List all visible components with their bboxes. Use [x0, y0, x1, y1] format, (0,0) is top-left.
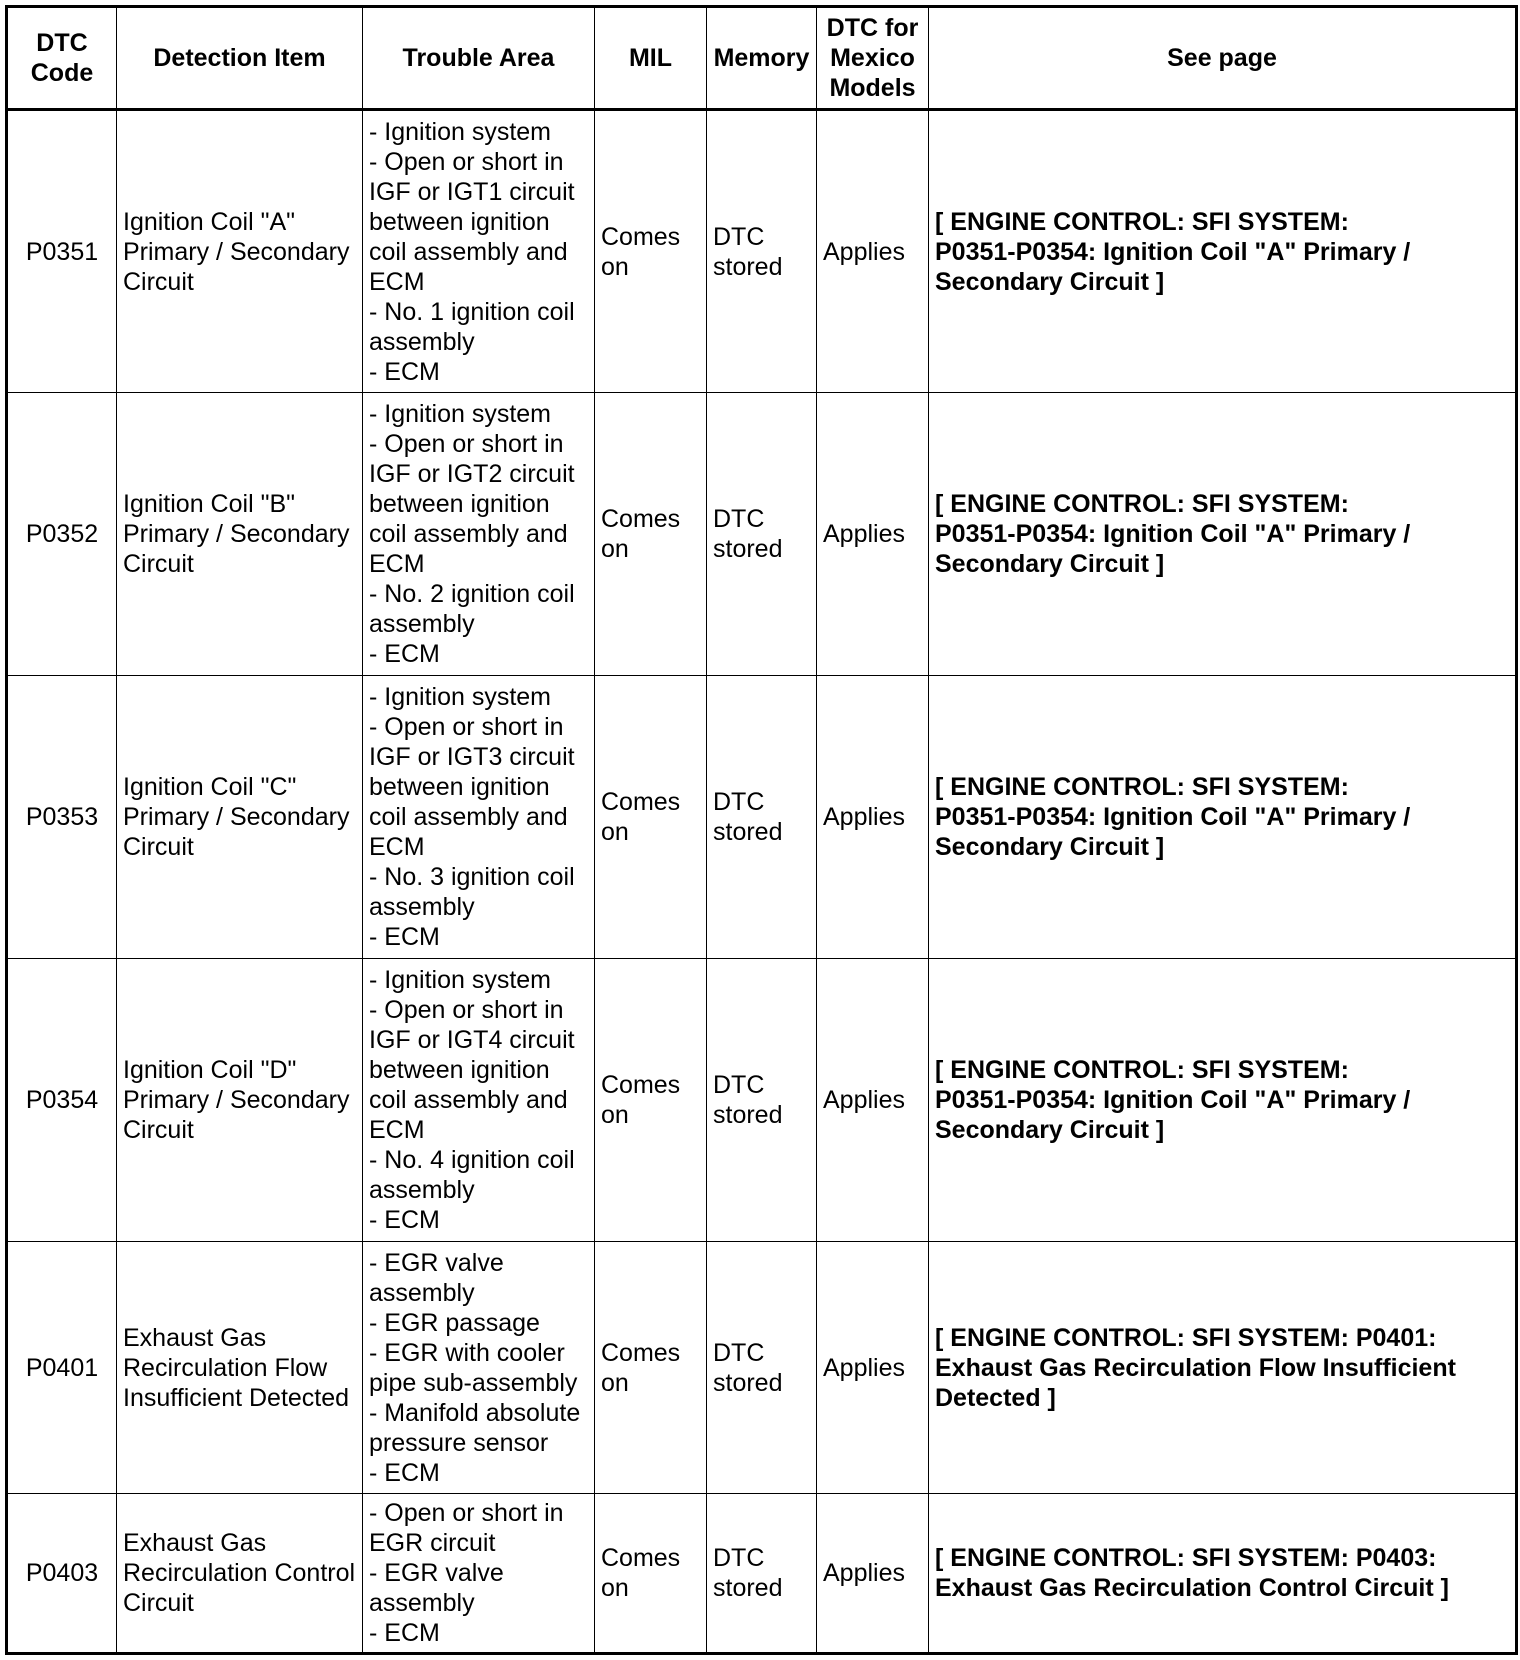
cell-line: - No. 2 ignition coil [369, 580, 575, 608]
cell-line: Exhaust Gas Recirculation Control Circuit ] [935, 1574, 1449, 1602]
cell-line: stored [713, 818, 783, 846]
header-row [7, 7, 1517, 110]
cell-trouble-area [363, 1242, 595, 1494]
cell-see-page[interactable] [929, 676, 1517, 959]
table-row [7, 393, 1517, 676]
cell-dtc-code: P0352 [7, 393, 117, 676]
cell-line: Comes [601, 505, 681, 533]
cell-line: on [601, 1368, 629, 1397]
header-mexico-models: DTC for Mexico Models [817, 7, 929, 110]
cell-line: - Ignition system [369, 683, 552, 711]
cell-detection-item [117, 110, 363, 393]
cell-line: ECM [369, 267, 425, 296]
cell-line: coil assembly and [369, 237, 568, 266]
cell-line: stored [713, 1101, 783, 1129]
cell-detection-item [117, 676, 363, 959]
table-body [7, 110, 1517, 1654]
cell-line: [ ENGINE CONTROL: SFI SYSTEM: P0403: [935, 1544, 1437, 1572]
cell-line: Ignition Coil "A" [123, 207, 295, 236]
cell-line: Secondary Circuit ] [935, 1116, 1165, 1144]
cell-mexico-models: Applies [817, 1494, 929, 1654]
cell-detection-item [117, 959, 363, 1242]
cell-line: assembly [369, 327, 475, 356]
cell-line: on [601, 1101, 629, 1129]
cell-line: DTC [713, 505, 765, 533]
cell-line: DTC [713, 222, 765, 251]
cell-line: Comes [601, 222, 681, 251]
cell-line: - Open or short in [369, 713, 564, 741]
cell-mexico-models: Applies [817, 393, 929, 676]
cell-line: Secondary Circuit ] [935, 833, 1165, 861]
cell-line: ECM [369, 550, 425, 578]
cell-trouble-area [363, 676, 595, 959]
table-row [7, 1494, 1517, 1654]
cell-line: Exhaust Gas [123, 1323, 267, 1352]
cell-line: Comes [601, 1544, 681, 1572]
cell-line: P0351-P0354: Ignition Coil "A" Primary / [935, 520, 1411, 548]
cell-line: Exhaust Gas [123, 1529, 267, 1557]
cell-line: [ ENGINE CONTROL: SFI SYSTEM: P0401: [935, 1323, 1437, 1352]
cell-line: - Open or short in [369, 147, 564, 176]
cell-line: Comes [601, 788, 681, 816]
cell-line: - ECM [369, 357, 440, 386]
cell-line: Detected ] [935, 1383, 1056, 1412]
cell-line: assembly [369, 1278, 475, 1307]
cell-trouble-area [363, 959, 595, 1242]
cell-line: - ECM [369, 1206, 440, 1234]
cell-line: Comes [601, 1071, 681, 1099]
cell-mil [595, 959, 707, 1242]
cell-line: - EGR passage [369, 1308, 540, 1337]
cell-line: - No. 1 ignition coil [369, 297, 575, 326]
cell-dtc-code: P0401 [7, 1242, 117, 1494]
cell-line: assembly [369, 893, 475, 921]
cell-line: [ ENGINE CONTROL: SFI SYSTEM: [935, 773, 1349, 801]
cell-line: - ECM [369, 1458, 440, 1487]
cell-memory [707, 1494, 817, 1654]
cell-line: on [601, 535, 629, 563]
cell-line: coil assembly and [369, 803, 568, 831]
cell-detection-item [117, 1242, 363, 1494]
cell-line: Primary / Secondary [123, 803, 350, 831]
cell-line: Primary / Secondary [123, 237, 350, 266]
table-row [7, 676, 1517, 959]
cell-dtc-code: P0403 [7, 1494, 117, 1654]
cell-line: between ignition [369, 773, 550, 801]
cell-line: - Ignition system [369, 400, 552, 428]
cell-line: Circuit [123, 1589, 194, 1617]
cell-see-page[interactable] [929, 959, 1517, 1242]
header-memory: Memory [707, 7, 817, 110]
cell-line: Circuit [123, 267, 194, 296]
cell-line: Secondary Circuit ] [935, 550, 1165, 578]
cell-mexico-models: Applies [817, 110, 929, 393]
cell-line: Circuit [123, 833, 194, 861]
cell-line: Primary / Secondary [123, 1086, 350, 1114]
cell-line: EGR circuit [369, 1529, 496, 1557]
cell-line: - EGR with cooler [369, 1338, 565, 1367]
cell-line: Circuit [123, 1116, 194, 1144]
cell-detection-item [117, 1494, 363, 1654]
cell-line: between ignition [369, 1056, 550, 1084]
cell-line: Ignition Coil "C" [123, 773, 297, 801]
cell-line: IGF or IGT3 circuit [369, 743, 575, 771]
cell-line: Primary / Secondary [123, 520, 350, 548]
cell-trouble-area [363, 1494, 595, 1654]
table-row [7, 959, 1517, 1242]
cell-line: DTC [713, 1338, 765, 1367]
cell-memory [707, 393, 817, 676]
cell-see-page[interactable] [929, 110, 1517, 393]
cell-line: Ignition Coil "B" [123, 490, 295, 518]
cell-line: DTC [713, 788, 765, 816]
cell-line: - Open or short in [369, 996, 564, 1024]
cell-line: - EGR valve [369, 1248, 504, 1277]
cell-line: - Ignition system [369, 117, 552, 146]
cell-line: P0351-P0354: Ignition Coil "A" Primary / [935, 237, 1411, 266]
cell-line: - Ignition system [369, 966, 552, 994]
cell-line: stored [713, 1368, 783, 1397]
header-see-page: See page [929, 7, 1517, 110]
cell-mexico-models: Applies [817, 959, 929, 1242]
cell-line: stored [713, 252, 783, 281]
cell-line: [ ENGINE CONTROL: SFI SYSTEM: [935, 1056, 1349, 1084]
cell-mexico-models: Applies [817, 1242, 929, 1494]
header-dtc-code: DTC Code [7, 7, 117, 110]
cell-line: DTC [713, 1071, 765, 1099]
cell-see-page[interactable] [929, 1242, 1517, 1494]
cell-memory [707, 110, 817, 393]
cell-trouble-area [363, 393, 595, 676]
cell-memory [707, 959, 817, 1242]
cell-detection-item [117, 393, 363, 676]
header-detection-item: Detection Item [117, 7, 363, 110]
cell-line: Insufficient Detected [123, 1383, 350, 1412]
cell-line: Recirculation Flow [123, 1353, 328, 1382]
cell-line: P0351-P0354: Ignition Coil "A" Primary / [935, 803, 1411, 831]
cell-line: on [601, 1574, 629, 1602]
cell-line: P0351-P0354: Ignition Coil "A" Primary / [935, 1086, 1411, 1114]
cell-line: - ECM [369, 640, 440, 668]
cell-line: DTC [713, 1544, 765, 1572]
cell-line: coil assembly and [369, 1086, 568, 1114]
cell-line: assembly [369, 1589, 475, 1617]
dtc-table [5, 5, 1518, 1655]
cell-line: Comes [601, 1338, 681, 1367]
cell-dtc-code: P0351 [7, 110, 117, 393]
cell-mil [595, 393, 707, 676]
cell-memory [707, 1242, 817, 1494]
cell-line: - ECM [369, 923, 440, 951]
cell-line: - Open or short in [369, 1499, 564, 1527]
cell-line: Ignition Coil "D" [123, 1056, 297, 1084]
cell-see-page[interactable] [929, 393, 1517, 676]
cell-line: - EGR valve [369, 1559, 504, 1587]
cell-line: pressure sensor [369, 1428, 549, 1457]
cell-line: stored [713, 1574, 783, 1602]
cell-mil [595, 110, 707, 393]
cell-line: ECM [369, 833, 425, 861]
cell-line: - ECM [369, 1619, 440, 1647]
cell-mexico-models: Applies [817, 676, 929, 959]
header-mil: MIL [595, 7, 707, 110]
cell-memory [707, 676, 817, 959]
cell-line: stored [713, 535, 783, 563]
cell-line: between ignition [369, 490, 550, 518]
cell-line: assembly [369, 1176, 475, 1204]
cell-line: - No. 4 ignition coil [369, 1146, 575, 1174]
table-row [7, 1242, 1517, 1494]
cell-dtc-code: P0353 [7, 676, 117, 959]
cell-line: [ ENGINE CONTROL: SFI SYSTEM: [935, 207, 1349, 236]
cell-mil [595, 1242, 707, 1494]
cell-line: on [601, 818, 629, 846]
cell-see-page[interactable] [929, 1494, 1517, 1654]
cell-line: Exhaust Gas Recirculation Flow Insufficient [935, 1353, 1456, 1382]
cell-dtc-code: P0354 [7, 959, 117, 1242]
cell-line: ECM [369, 1116, 425, 1144]
cell-line: pipe sub-assembly [369, 1368, 578, 1397]
cell-line: - Open or short in [369, 430, 564, 458]
cell-line: coil assembly and [369, 520, 568, 548]
table-row [7, 110, 1517, 393]
cell-trouble-area [363, 110, 595, 393]
cell-line: between ignition [369, 207, 550, 236]
cell-line: - Manifold absolute [369, 1398, 581, 1427]
cell-line: IGF or IGT2 circuit [369, 460, 575, 488]
cell-line: Recirculation Control [123, 1559, 356, 1587]
cell-line: Circuit [123, 550, 194, 578]
cell-line: IGF or IGT4 circuit [369, 1026, 575, 1054]
cell-line: - No. 3 ignition coil [369, 863, 575, 891]
cell-line: Secondary Circuit ] [935, 267, 1165, 296]
cell-line: assembly [369, 610, 475, 638]
cell-mil [595, 676, 707, 959]
cell-line: [ ENGINE CONTROL: SFI SYSTEM: [935, 490, 1349, 518]
header-trouble-area: Trouble Area [363, 7, 595, 110]
cell-line: on [601, 252, 629, 281]
cell-line: IGF or IGT1 circuit [369, 177, 575, 206]
cell-mil [595, 1494, 707, 1654]
